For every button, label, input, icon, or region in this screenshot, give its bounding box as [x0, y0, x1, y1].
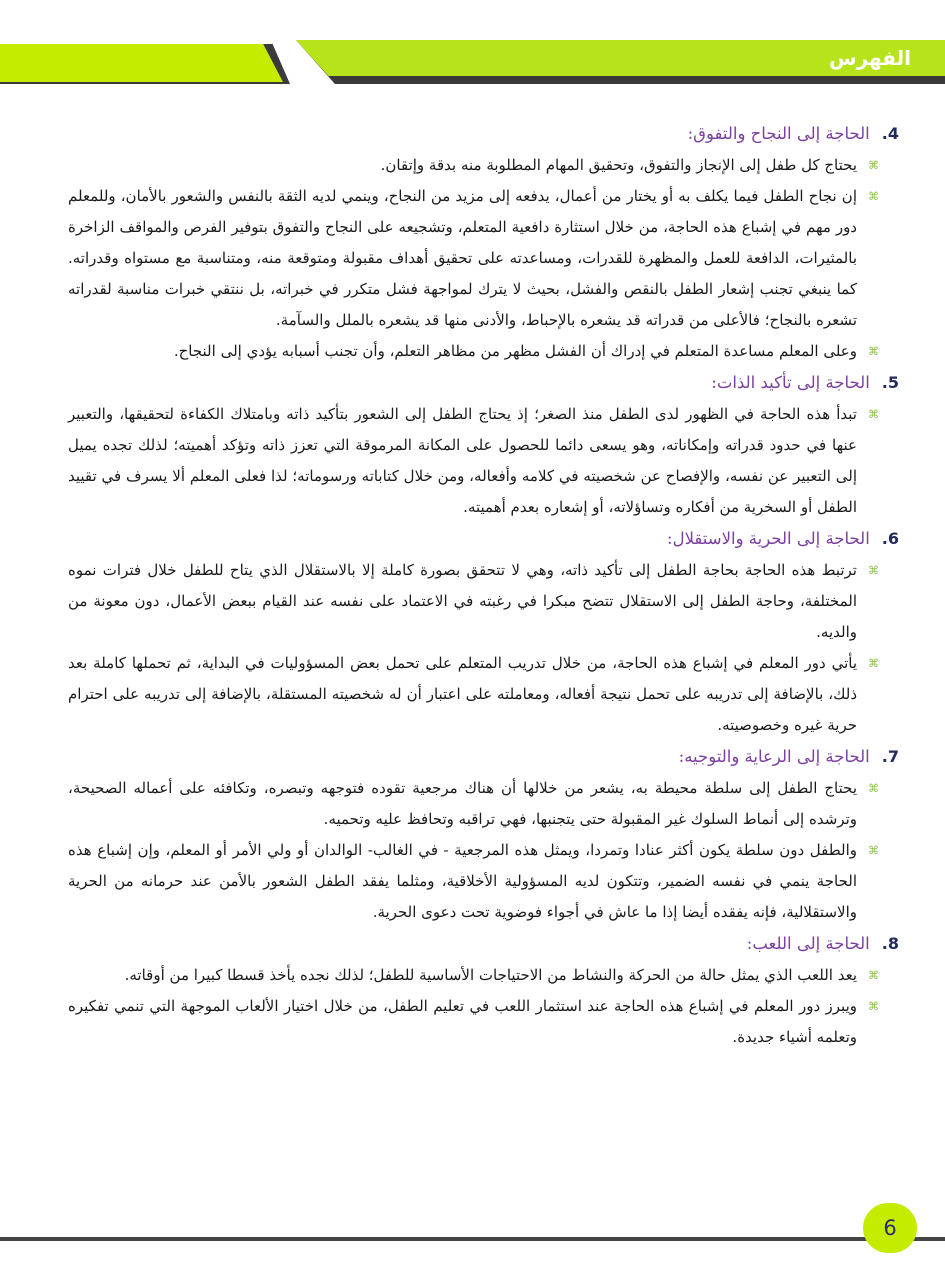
item-text: يحتاج الطفل إلى سلطة محيطة به، يشعر من خلالها أن هناك مرجعية تقوده فتوجهه وتبصره، وتكافئه على أعماله الصحيحة، وترشده إلى أنماط السلوك غير المقبولة حتى يتجنبها، فهي تراقبه وتحافظ عليه وتحميه.: [68, 779, 857, 828]
section-title: الحاجة إلى النجاح والتفوق:: [687, 124, 870, 143]
page-number: 6: [883, 1216, 897, 1240]
section-number: 5.: [881, 373, 899, 392]
item-text: والطفل دون سلطة يكون أكثر عنادا وتمردا، ويمثل هذه المرجعية - في الغالب- الوالدان أو ولي الأمر أو المعلم، وإن إشباع هذه الحاجة ينمي في نفسه الضمير، وتتكون لديه المسؤولية الأخلاقية، ومثلما يفقد الطفل الشعور بالأمن عند حرمانه من الحرية والاستقلالية، فإنه يفقده أيضا إذا ما عاش في أجواء فوضوية تحت دعوى الحرية.: [68, 841, 857, 921]
item-text: وعلى المعلم مساعدة المتعلم في إدراك أن الفشل مظهر من مظاهر التعلم، وأن تجنب أسبابه يؤدي إلى النجاح.: [173, 342, 857, 360]
item-text: تبدأ هذه الحاجة في الظهور لدى الطفل منذ الصغر؛ إذ يحتاج الطفل إلى الشعور بتأكيد ذاته وبامتلاك الكفاءة لتحقيقها، والتعبير عنها في حدود قدراته وإمكاناته، وهو يسعى دائما للحصول على المكانة المرموقة التي تعزز ذاته وتؤكد أهميته؛ لذلك تجده يميل إلى التعبير عن نفسه، والإفصاح عن شخصيته في كلامه وأفعاله، ومن خلال كتاباته ورسوماته؛ لذا فعلى المعلم ألا يسرف في تقييد الطفل أو السخرية من أفكاره وتساؤلاته، أو إشعاره بعدم أهميته.: [68, 405, 857, 516]
section-number: 6.: [881, 529, 899, 548]
bullet-icon: ⌘: [868, 159, 879, 172]
section-heading: [68, 367, 899, 399]
page-content: [68, 118, 899, 1053]
item-text: ويبرز دور المعلم في إشباع هذه الحاجة عند استثمار اللعب في تعليم الطفل، من خلال اختيار الألعاب الموجهة التي تنمي تفكيره وتعلمه أشياء جديدة.: [68, 997, 857, 1046]
section-title: الحاجة إلى الحرية والاستقلال:: [667, 529, 870, 548]
section-heading: [68, 118, 899, 150]
bullet-icon: ⌘: [868, 969, 879, 982]
footer-rule: [0, 1237, 945, 1241]
list-item: [68, 150, 879, 181]
list-item: [68, 181, 879, 336]
list-item: [68, 336, 879, 367]
bullet-icon: ⌘: [868, 844, 879, 857]
list-item: [68, 835, 879, 928]
section-number: 8.: [881, 934, 899, 953]
section-number: 4.: [881, 124, 899, 143]
section-title: الحاجة إلى تأكيد الذات:: [711, 373, 870, 392]
header-title[interactable]: الفهرس: [828, 46, 911, 70]
list-item: [68, 555, 879, 648]
item-text: يأتي دور المعلم في إشباع هذه الحاجة، من خلال تدريب المتعلم على تحمل بعض المسؤوليات في البداية، ثم تحملها كاملة بعد ذلك، بالإضافة إلى تدريبه على تحمل نتيجة أفعاله، ومعاملته على اعتبار أن له شخصيته المستقلة، بالإضافة إلى تدريبه على احترام حرية غيره وخصوصيته.: [68, 654, 857, 734]
bullet-icon: ⌘: [868, 408, 879, 421]
bullet-icon: ⌘: [868, 345, 879, 358]
section-title: الحاجة إلى الرعاية والتوجيه:: [678, 747, 870, 766]
bullet-icon: ⌘: [868, 657, 879, 670]
list-item: [68, 773, 879, 835]
list-item: [68, 399, 879, 523]
bullet-icon: ⌘: [868, 190, 879, 203]
section-title: الحاجة إلى اللعب:: [746, 934, 870, 953]
section-heading: [68, 523, 899, 555]
list-item: [68, 648, 879, 741]
bullet-icon: ⌘: [868, 564, 879, 577]
item-text: يعد اللعب الذي يمثل حالة من الحركة والنشاط من الاحتياجات الأساسية للطفل؛ لذلك نجده يأخذ قسطا كبيرا من أوقاته.: [124, 966, 857, 984]
bullet-icon: ⌘: [868, 782, 879, 795]
page-number-badge: [863, 1203, 917, 1253]
section-heading: [68, 741, 899, 773]
header-left-green-band: [0, 44, 283, 82]
section-number: 7.: [881, 747, 899, 766]
item-text: إن نجاح الطفل فيما يكلف به أو يختار من أعمال، يدفعه إلى مزيد من النجاح، وينمي لديه الثقة بالنفس والشعور بالأمان، وللمعلم دور مهم في إشباع هذه الحاجة، من خلال استثارة دافعية المتعلم، وتشجيعه على النجاح والتفوق بتوفير الفرص والمواقف الزاخرة بالمثيرات، الدافعة للعمل والمظهرة للقدرات، ومساعدته على تحقيق أهداف مقبولة ومتوقعة منه، ومتناسبة مع مستواه وقدراته. كما ينبغي تجنب إشعار الطفل بالنقص والفشل، بحيث لا يترك لمواجهة فشل متكرر في خبراته، بل ننتقي خبرات مناسبة لقدراته تشعره بالنجاح؛ فالأعلى من قدراته قد يشعره بالإحباط، والأدنى منها قد يشعره بالملل والسآمة.: [68, 187, 857, 329]
item-text: ترتبط هذه الحاجة بحاجة الطفل إلى تأكيد ذاته، وهي لا تتحقق بصورة كاملة إلا بالاستقلال الذي يتاح للطفل خلال فترات نموه المختلفة، وحاجة الطفل إلى الاستقلال تتضح مبكرا في رغبته في الاعتماد على نفسه عند القيام ببعض الأعمال، دون معونة من والديه.: [68, 561, 857, 641]
item-text: يحتاج كل طفل إلى الإنجاز والتفوق، وتحقيق المهام المطلوبة منه بدقة وإتقان.: [380, 156, 857, 174]
bullet-icon: ⌘: [868, 1000, 879, 1013]
list-item: [68, 960, 879, 991]
list-item: [68, 991, 879, 1053]
section-heading: [68, 928, 899, 960]
